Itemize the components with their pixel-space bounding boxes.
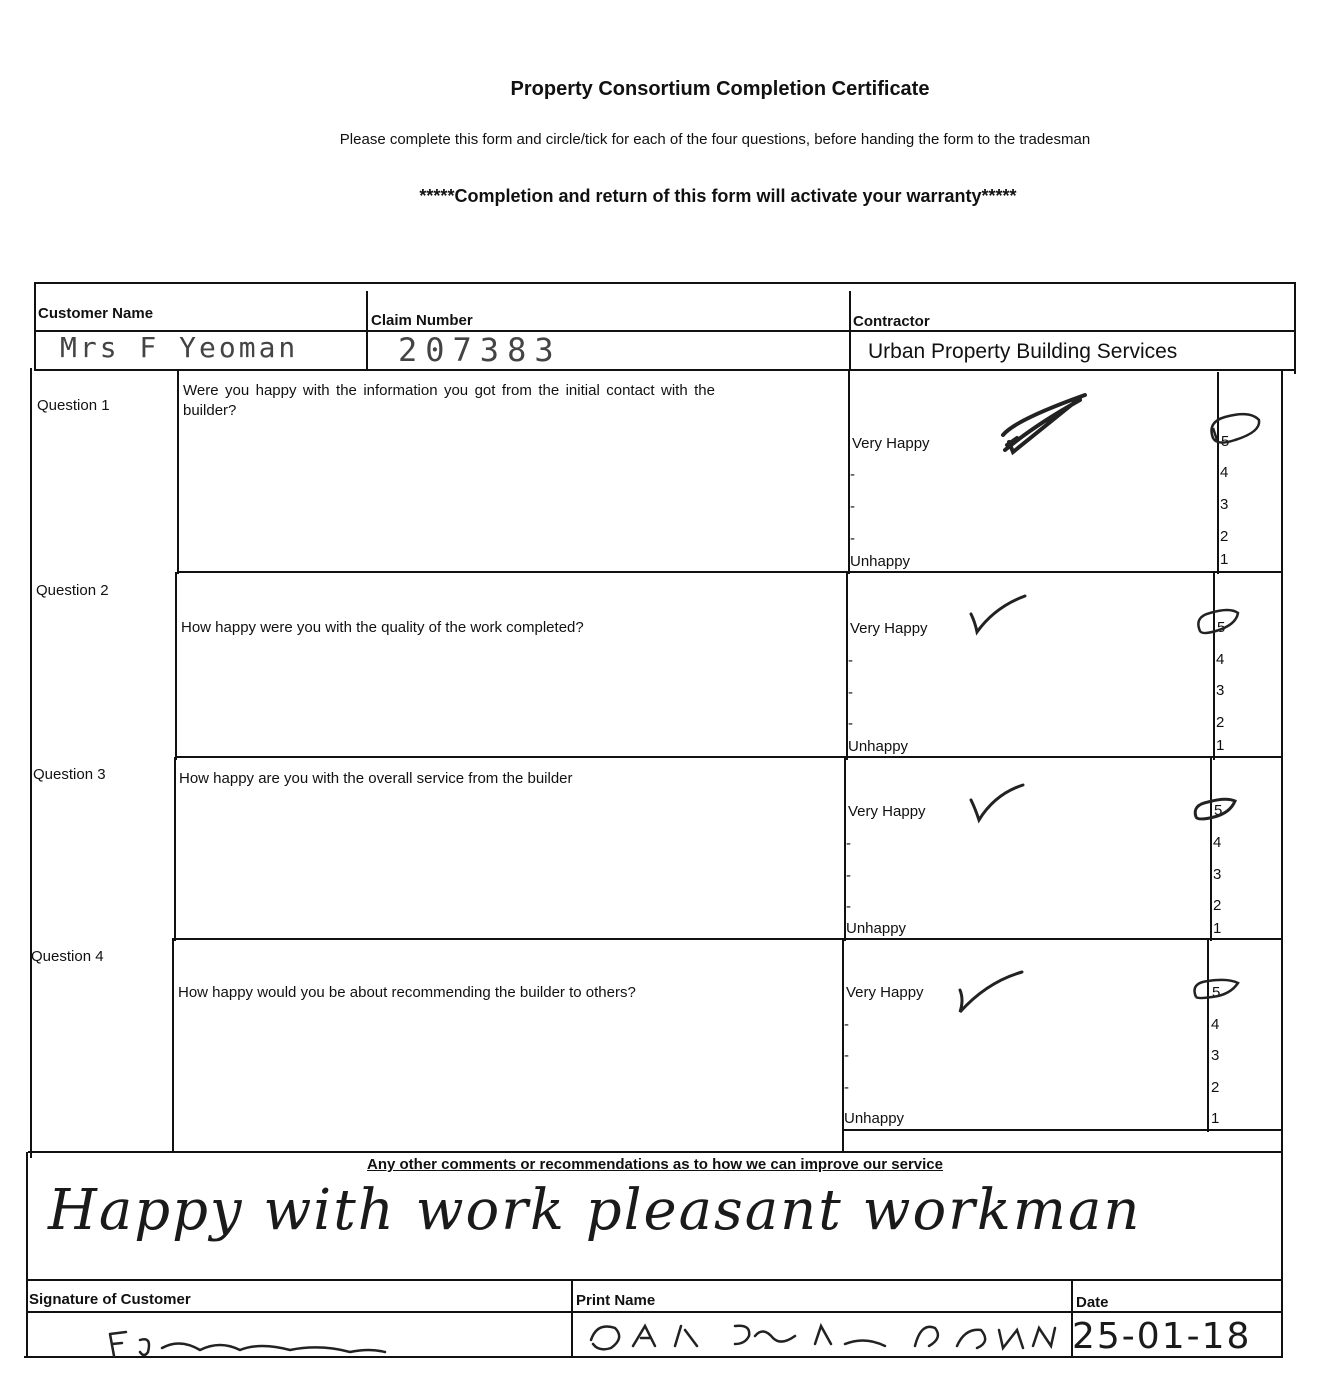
date-label: Date	[1076, 1294, 1109, 1311]
contractor-label: Contractor	[853, 313, 930, 330]
scale-number[interactable]: 4	[1216, 651, 1225, 668]
comments-value[interactable]: Happy with work pleasant workman	[48, 1178, 1142, 1243]
tick-mark-icon	[965, 592, 1030, 637]
scale-number[interactable]: 5	[1214, 802, 1223, 819]
scale-number[interactable]: 1	[1216, 737, 1225, 754]
scale-dash: -	[844, 1016, 849, 1033]
tick-mark-icon	[965, 780, 1030, 825]
scale-number[interactable]: 2	[1211, 1079, 1220, 1096]
scale-number[interactable]: 5	[1221, 433, 1230, 450]
question-text: How happy were you with the quality of the work completed?	[181, 619, 584, 636]
scale-number[interactable]: 3	[1211, 1047, 1220, 1064]
scale-number[interactable]: 1	[1213, 920, 1222, 937]
print-name-handwriting[interactable]	[585, 1316, 1070, 1360]
question-label: Question 1	[37, 397, 110, 414]
circle-mark-icon	[1190, 795, 1240, 825]
question-label: Question 2	[36, 582, 109, 599]
question-text: Were you happy with the information you got from the initial contact with the builder?	[183, 382, 715, 419]
print-name-label: Print Name	[576, 1292, 656, 1309]
date-value[interactable]: 25-01-18	[1072, 1316, 1252, 1357]
scale-number[interactable]: 5	[1217, 619, 1226, 636]
scale-number[interactable]: 4	[1220, 464, 1229, 481]
scale-number[interactable]: 1	[1211, 1110, 1220, 1127]
scale-number[interactable]: 3	[1213, 866, 1222, 883]
scale-number[interactable]: 3	[1220, 496, 1229, 513]
comments-label: Any other comments or recommendations as to how we can improve our service	[367, 1156, 943, 1173]
scale-dash: -	[850, 530, 855, 547]
signature-label: Signature of Customer	[29, 1291, 191, 1308]
scale-dash: -	[846, 867, 851, 884]
scale-bottom-label: Unhappy	[850, 553, 911, 570]
circle-mark-icon	[1188, 975, 1243, 1005]
circle-mark-icon	[1205, 408, 1265, 453]
scale-dash: -	[848, 715, 853, 732]
scale-dash: -	[844, 1079, 849, 1096]
circle-mark-icon	[1192, 605, 1242, 640]
scale-top-label: Very Happy	[850, 620, 928, 637]
scale-number[interactable]: 3	[1216, 682, 1225, 699]
question-text: How happy are you with the overall service from the builder	[179, 770, 573, 787]
scale-number[interactable]: 4	[1211, 1016, 1220, 1033]
scale-dash: -	[844, 1047, 849, 1064]
question-label: Question 3	[33, 766, 106, 783]
scale-number[interactable]: 5	[1212, 984, 1221, 1001]
customer-name-value[interactable]: Mrs F Yeoman	[60, 331, 299, 364]
scale-dash: -	[850, 466, 855, 483]
question-label: Question 4	[31, 948, 104, 965]
tick-mark-icon	[952, 968, 1027, 1018]
scale-dash: -	[850, 498, 855, 515]
scale-dash: -	[848, 684, 853, 701]
scale-dash: -	[846, 835, 851, 852]
scale-dash: -	[846, 898, 851, 915]
scale-bottom-label: Unhappy	[844, 1110, 905, 1127]
instructions-text: Please complete this form and circle/tick for each of the four questions, before handing the form to the tradesman	[339, 131, 1091, 148]
page-title: Property Consortium Completion Certificate	[510, 78, 930, 100]
claim-number-label: Claim Number	[371, 312, 473, 329]
scale-number[interactable]: 1	[1220, 551, 1229, 568]
scale-bottom-label: Unhappy	[848, 738, 909, 755]
tick-mark-icon	[995, 390, 1095, 465]
claim-number-value[interactable]: 207383	[398, 331, 562, 369]
scale-bottom-label: Unhappy	[846, 920, 907, 937]
contractor-value: Urban Property Building Services	[868, 340, 1178, 363]
scale-top-label: Very Happy	[848, 803, 926, 820]
scale-number[interactable]: 4	[1213, 834, 1222, 851]
scale-top-label: Very Happy	[846, 984, 924, 1001]
warranty-notice: *****Completion and return of this form will activate your warranty*****	[419, 186, 1017, 206]
scale-number[interactable]: 2	[1213, 897, 1222, 914]
customer-signature[interactable]	[100, 1322, 400, 1362]
scale-number[interactable]: 2	[1216, 714, 1225, 731]
scale-number[interactable]: 2	[1220, 528, 1229, 545]
question-text: How happy would you be about recommending the builder to others?	[178, 984, 636, 1001]
scale-dash: -	[848, 652, 853, 669]
customer-name-label: Customer Name	[38, 305, 154, 322]
scale-top-label: Very Happy	[852, 435, 930, 452]
